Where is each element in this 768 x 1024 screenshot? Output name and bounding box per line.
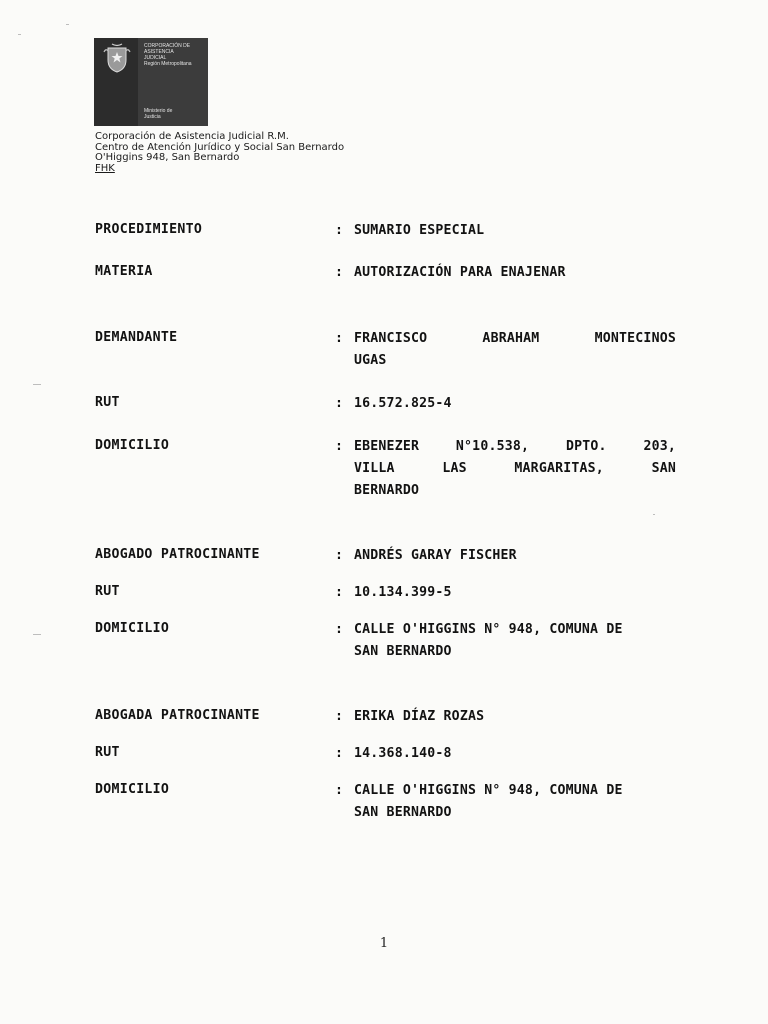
field-colon: : [335, 396, 343, 411]
field-value-line: UGAS [354, 353, 387, 368]
field-value-line: VILLA LAS MARGARITAS, SAN [354, 461, 676, 476]
scan-speck [18, 34, 21, 35]
field-value [354, 393, 676, 415]
field-value [354, 436, 676, 502]
field-value-line: BERNARDO [354, 483, 420, 498]
field-value-line: SAN BERNARDO [354, 644, 452, 659]
field-value [354, 743, 676, 765]
chile-coat-of-arms-icon [102, 42, 132, 74]
field-label: RUT [95, 395, 120, 410]
page-number: 1 [379, 936, 389, 951]
field-value-line: SUMARIO ESPECIAL [354, 223, 485, 238]
field-value [354, 780, 676, 824]
field-colon: : [335, 622, 343, 637]
field-value-line: SAN BERNARDO [354, 805, 452, 820]
field-value-line: EBENEZER N°10.538, DPTO. 203, [354, 439, 676, 454]
field-value-line: CALLE O'HIGGINS N° 948, COMUNA DE [354, 783, 623, 798]
field-label: DOMICILIO [95, 621, 170, 636]
letterhead-initials: FHK [95, 162, 115, 174]
field-colon: : [335, 223, 343, 238]
field-colon: : [335, 746, 343, 761]
field-label: ABOGADO PATROCINANTE [95, 547, 260, 562]
field-colon: : [335, 265, 343, 280]
field-value [354, 220, 676, 242]
scan-speck [33, 634, 41, 635]
letterhead-line: Centro de Atención Jurídico y Social San Bernardo [95, 141, 345, 153]
field-colon: : [335, 585, 343, 600]
scan-speck [653, 514, 655, 515]
field-label: RUT [95, 584, 120, 599]
scan-speck [33, 384, 41, 385]
organization-logo [94, 38, 208, 126]
field-value-line: ERIKA DÍAZ ROZAS [354, 709, 485, 724]
field-value [354, 619, 676, 663]
field-colon: : [335, 439, 343, 454]
field-label: MATERIA [95, 264, 153, 279]
field-colon: : [335, 331, 343, 346]
letterhead-line: Corporación de Asistencia Judicial R.M. [95, 131, 289, 142]
field-colon: : [335, 783, 343, 798]
field-value [354, 262, 676, 284]
field-value-line: 16.572.825-4 [354, 396, 452, 411]
field-label: PROCEDIMIENTO [95, 222, 203, 237]
field-value-line: AUTORIZACIÓN PARA ENAJENAR [354, 265, 566, 280]
field-value [354, 706, 676, 728]
field-label: ABOGADA PATROCINANTE [95, 708, 260, 723]
field-label: DEMANDANTE [95, 330, 178, 345]
scan-speck [66, 24, 69, 25]
field-value-line: CALLE O'HIGGINS N° 948, COMUNA DE [354, 622, 623, 637]
letterhead [95, 132, 344, 174]
field-label: RUT [95, 745, 120, 760]
field-colon: : [335, 548, 343, 563]
field-value [354, 328, 676, 372]
field-colon: : [335, 709, 343, 724]
field-label: DOMICILIO [95, 782, 170, 797]
field-value-line: FRANCISCO ABRAHAM MONTECINOS [354, 331, 676, 346]
field-label: DOMICILIO [95, 438, 170, 453]
logo-text-top: CORPORACIÓN DE ASISTENCIA JUDICIAL Región Metropolitana [144, 43, 192, 67]
logo-text-bottom: Ministerio de Justicia [144, 108, 173, 120]
field-value [354, 582, 676, 604]
field-value-line: 10.134.399-5 [354, 585, 452, 600]
letterhead-line: O'Higgins 948, San Bernardo [95, 152, 240, 163]
field-value-line: ANDRÉS GARAY FISCHER [354, 548, 517, 563]
field-value [354, 545, 676, 567]
field-value-line: 14.368.140-8 [354, 746, 452, 761]
